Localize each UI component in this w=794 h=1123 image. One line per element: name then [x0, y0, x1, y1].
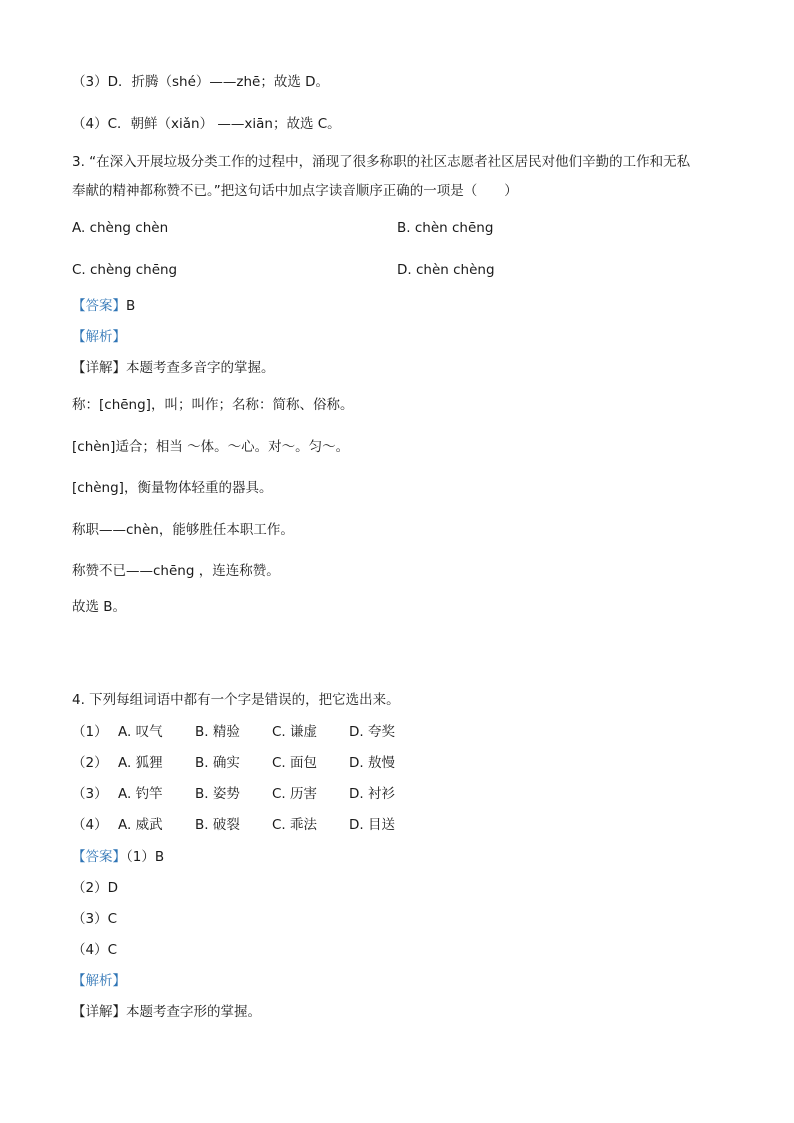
- detail-4: [72, 1003, 261, 1021]
- row-option-b: B. 破裂: [195, 817, 240, 833]
- row-number: （4）: [72, 817, 108, 833]
- answer-value: B: [126, 298, 136, 314]
- row-option-c: C. 谦虚: [272, 724, 318, 740]
- question-4: 4. 下列每组词语中都有一个字是错误的，把它选出来。: [72, 692, 400, 708]
- row-option-c: C. 面包: [272, 755, 318, 771]
- option-d: D. chèn chèng: [397, 262, 495, 278]
- question-3-line-2: 奉献的精神都称赞不已。”把这句话中加点字读音顺序正确的一项是（ ）: [72, 183, 518, 199]
- row-option-c: C. 乖法: [272, 817, 318, 833]
- detail-tag: 【详解】: [72, 360, 126, 376]
- row-option-b: B. 姿势: [195, 786, 240, 802]
- explanation-1: 称：[chēng]，叫；叫作；名称：简称、俗称。: [72, 397, 354, 413]
- answer-4-item: （3）C: [72, 911, 118, 927]
- answer-line-3: （3）D．折腾（shé）——zhē；故选 D。: [72, 74, 330, 90]
- row-option-d: D. 衬衫: [349, 786, 395, 802]
- row-option-d: D. 敖慢: [349, 755, 395, 771]
- row-number: （1）: [72, 724, 108, 740]
- explanation-5: 称赞不已——chēng ，连连称赞。: [72, 563, 280, 579]
- row-number: （3）: [72, 786, 108, 802]
- answer-4-item: （2）D: [72, 880, 118, 896]
- q4-row: [72, 723, 426, 741]
- option-a: A. chèng chèn: [72, 220, 169, 236]
- row-option-d: D. 目送: [349, 817, 395, 833]
- detail-text: 本题考查字形的掌握。: [126, 1004, 261, 1020]
- option-b: B. chèn chēng: [397, 220, 494, 236]
- analysis-4: 【解析】: [72, 973, 126, 989]
- answer-value: （1）B: [126, 849, 165, 865]
- row-number: （2）: [72, 755, 108, 771]
- explanation-4: 称职——chèn，能够胜任本职工作。: [72, 522, 294, 538]
- row-option-a: A. 狐狸: [118, 755, 163, 771]
- row-option-b: B. 精验: [195, 724, 240, 740]
- row-option-a: A. 威武: [118, 817, 163, 833]
- q4-row: [72, 785, 426, 803]
- answer-3: [72, 297, 135, 315]
- answer-tag: 【答案】: [72, 849, 126, 865]
- row-option-a: A. 钓竿: [118, 786, 163, 802]
- row-option-d: D. 夸奖: [349, 724, 395, 740]
- q4-row: [72, 816, 426, 834]
- analysis-3: 【解析】: [72, 329, 126, 345]
- detail-3: [72, 359, 275, 377]
- detail-tag: 【详解】: [72, 1004, 126, 1020]
- answer-tag: 【答案】: [72, 298, 126, 314]
- answer-4-item: （4）C: [72, 942, 118, 958]
- row-option-b: B. 确实: [195, 755, 240, 771]
- explanation-3: [chèng]，衡量物体轻重的器具。: [72, 480, 273, 496]
- explanation-6: 故选 B。: [72, 599, 127, 615]
- option-c: C. chèng chēng: [72, 262, 178, 278]
- detail-text: 本题考查多音字的掌握。: [126, 360, 275, 376]
- explanation-2: [chèn]适合；相当 ～体。～心。对～。匀～。: [72, 439, 350, 455]
- question-3-line-1: 3. “在深入开展垃圾分类工作的过程中，涌现了很多称职的社区志愿者社区居民对他们辛勤的工作和无私: [72, 154, 691, 170]
- answer-4: [72, 848, 164, 866]
- q4-row: [72, 754, 426, 772]
- answer-line-4: （4）C．朝鲜（xiǎn） ——xiān；故选 C。: [72, 116, 341, 132]
- row-option-c: C. 历害: [272, 786, 318, 802]
- row-option-a: A. 叹气: [118, 724, 163, 740]
